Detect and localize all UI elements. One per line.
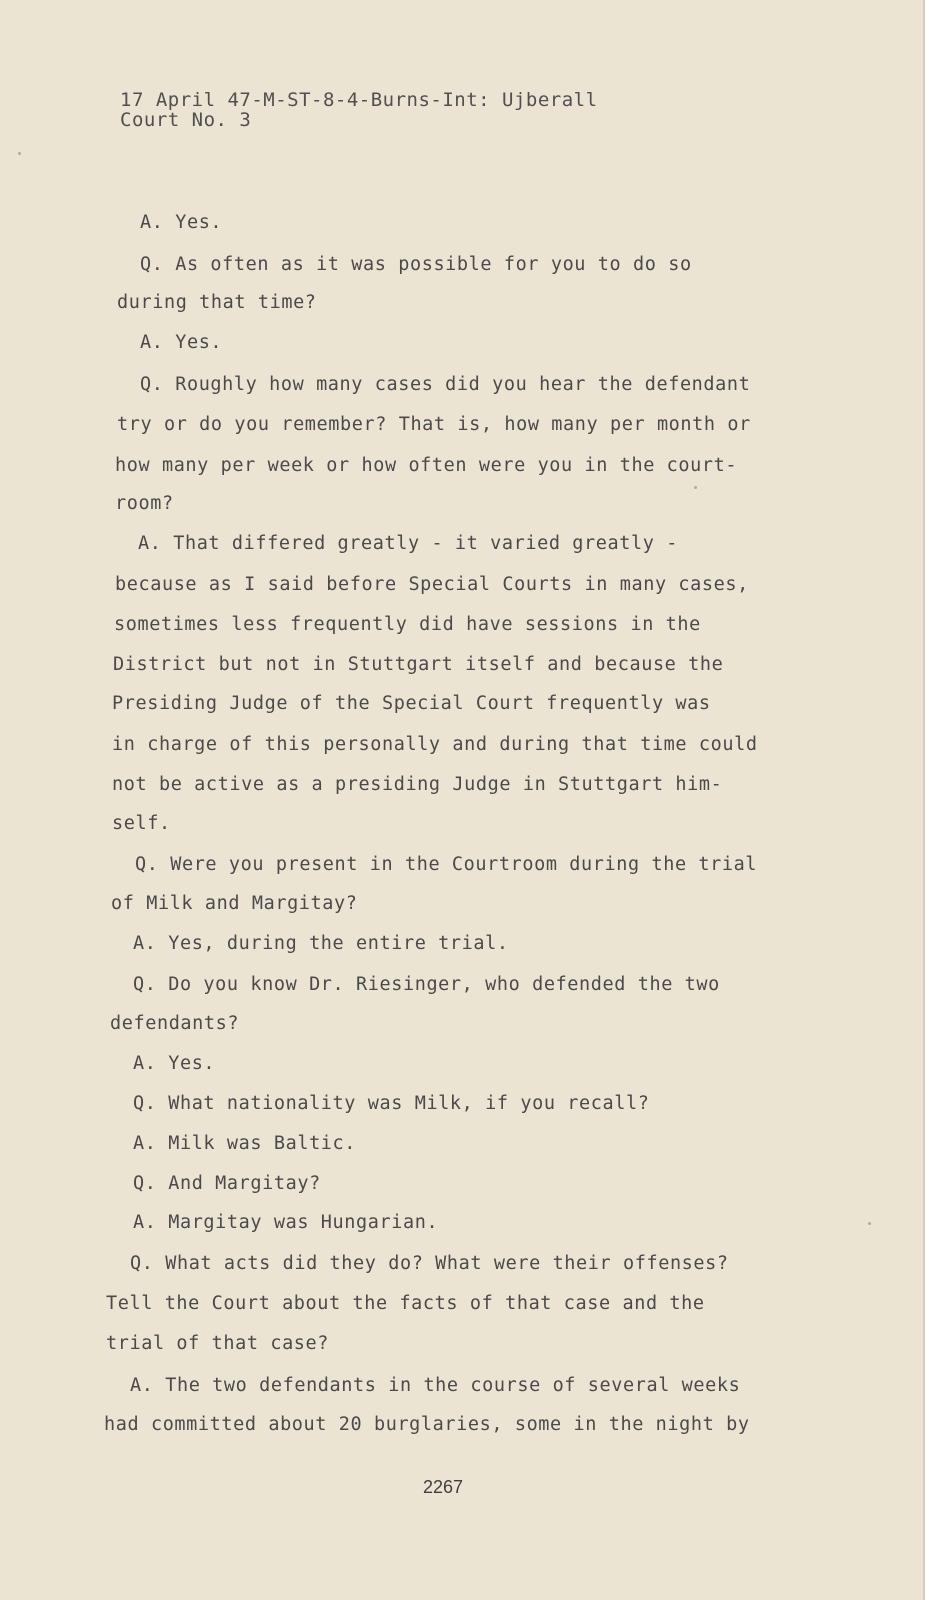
transcript-line: A. Yes. (133, 1053, 216, 1074)
transcript-line: during that time? (117, 292, 317, 313)
transcript-line: defendants? (110, 1013, 240, 1034)
transcript-line: A. Yes. (140, 332, 223, 353)
transcript-line: how many per week or how often were you in the court- (115, 455, 738, 476)
document-header (120, 90, 598, 130)
transcript-line: in charge of this personally and during that time could (112, 734, 758, 755)
paper-speck (868, 1222, 871, 1225)
transcript-line: A. That differed greatly - it varied greatly - (138, 533, 678, 554)
transcript-line: try or do you remember? That is, how many per month or (117, 414, 751, 435)
transcript-line: Presiding Judge of the Special Court frequently was (112, 693, 711, 714)
transcript-line: Q. As often as it was possible for you to do so (140, 254, 692, 275)
header-line-2: Court No. 3 (120, 109, 252, 131)
transcript-line: room? (115, 493, 174, 514)
transcript-line: Q. What acts did they do? What were their offenses? (130, 1253, 729, 1274)
transcript-line: Q. What nationality was Milk, if you recall? (133, 1093, 650, 1114)
transcript-line: Q. And Margitay? (133, 1173, 321, 1194)
transcript-line: A. Yes. (140, 212, 223, 233)
transcript-line: because as I said before Special Courts in many cases, (115, 574, 749, 595)
transcript-line: A. Milk was Baltic. (133, 1133, 357, 1154)
transcript-line: Q. Do you know Dr. Riesinger, who defended the two (133, 974, 720, 995)
paper-speck (694, 486, 697, 489)
transcript-line: Tell the Court about the facts of that case and the (106, 1293, 705, 1314)
transcript-line: had committed about 20 burglaries, some in the night by (104, 1414, 750, 1435)
transcript-line: Q. Were you present in the Courtroom during the trial (135, 854, 758, 875)
header-line-1: 17 April 47-M-ST-8-4-Burns-Int: Ujberall (120, 89, 598, 111)
transcript-line: A. Margitay was Hungarian. (133, 1212, 439, 1233)
transcript-line: trial of that case? (106, 1333, 330, 1354)
transcript-line: Q. Roughly how many cases did you hear the defendant (140, 374, 751, 395)
transcript-line: A. The two defendants in the course of several weeks (130, 1375, 741, 1396)
transcript-line: A. Yes, during the entire trial. (133, 933, 509, 954)
transcript-line: self. (112, 813, 171, 834)
transcript-line: not be active as a presiding Judge in Stuttgart him- (112, 774, 723, 795)
page-number: 2267 (423, 1477, 464, 1497)
transcript-line: of Milk and Margitay? (111, 893, 358, 914)
paper-speck (18, 152, 21, 155)
transcript-line: District but not in Stuttgart itself and because the (113, 654, 724, 675)
transcript-line: sometimes less frequently did have sessions in the (114, 614, 701, 635)
page-margin (925, 0, 944, 1600)
